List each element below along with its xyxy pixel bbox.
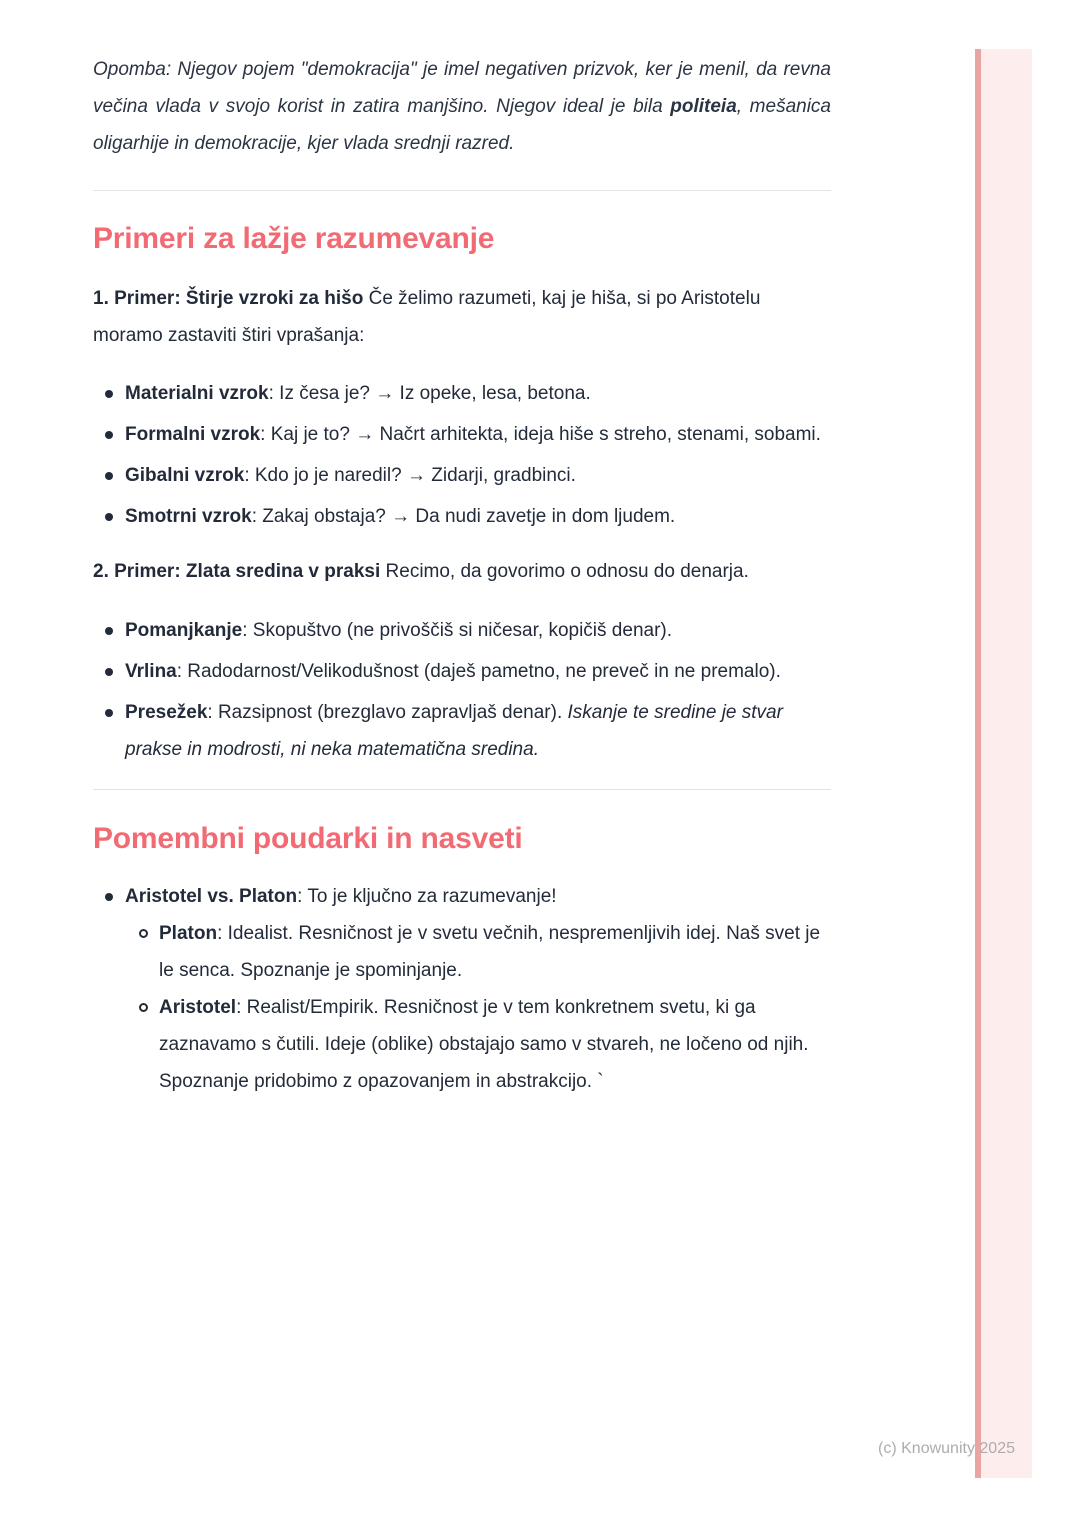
note-paragraph <box>93 51 831 162</box>
example1-lead-bold: 1. Primer: Štirje vzroki za hišo <box>93 288 364 309</box>
list-item-term: Presežek <box>125 702 208 723</box>
bullet-marker-cell <box>93 653 125 690</box>
bullet-dot-icon <box>105 709 113 717</box>
highlight-main-text <box>125 878 831 915</box>
section-divider <box>93 789 831 790</box>
bullet-dot-icon <box>105 627 113 635</box>
list-item-term: Formalni vzrok <box>125 424 261 445</box>
bullet-marker-cell <box>93 878 125 1100</box>
example1-lead-paragraph <box>93 280 831 354</box>
example2-lead-paragraph <box>93 553 831 590</box>
example2-lead-bold: 2. Primer: Zlata sredina v praksi <box>93 561 381 582</box>
page-edge-accent-bar <box>975 49 1032 1478</box>
golden-mean-list <box>93 612 831 768</box>
note-text-before: Opomba: Njegov pojem "demokracija" je imel negativen prizvok, ker je menil, da revna večina vlada v svojo korist in zatira manjšino. Njegov ideal je bila <box>93 59 831 117</box>
bullet-marker-cell <box>93 498 125 535</box>
highlights-section-heading: Pomembni poudarki in nasveti <box>93 822 523 855</box>
list-item <box>93 498 831 535</box>
sub-list-item <box>125 915 831 989</box>
note-bold-term: politeia <box>670 96 737 117</box>
list-item-text <box>125 653 831 690</box>
bullet-marker-cell <box>93 694 125 768</box>
section-divider <box>93 190 831 191</box>
list-item <box>93 694 831 768</box>
list-item-desc: : Kaj je to? → Načrt arhitekta, ideja hiše s streho, stenami, sobami. <box>260 424 821 445</box>
list-item-text <box>125 375 831 412</box>
list-item <box>93 457 831 494</box>
sub-list-item-text <box>159 989 831 1100</box>
list-item <box>93 612 831 649</box>
list-item-desc: : To je ključno za razumevanje! <box>297 886 557 907</box>
bullet-dot-icon <box>105 431 113 439</box>
bullet-dot-icon <box>105 893 113 901</box>
note-text-after: , mešanica oligarhije in demokracije, kjer vlada srednji razred. <box>93 96 831 154</box>
sub-bullet-marker-cell <box>125 989 159 1100</box>
list-item-desc: : Zakaj obstaja? → Da nudi zavetje in dom ljudem. <box>251 506 676 527</box>
list-item-term: Materialni vzrok <box>125 383 269 404</box>
example1-lead-rest: Če želimo razumeti, kaj je hiša, si po Aristotelu moramo zastaviti štiri vprašanja: <box>93 288 761 346</box>
list-item-desc: : Razsipnost (brezglavo zapravljaš denar). <box>207 702 568 723</box>
bullet-marker-cell <box>93 612 125 649</box>
list-item-text <box>125 498 831 535</box>
page-content <box>93 0 831 1100</box>
bullet-marker-cell <box>93 457 125 494</box>
list-item <box>93 416 831 453</box>
bullet-dot-icon <box>105 668 113 676</box>
list-item-text <box>125 612 831 649</box>
sub-list-item-desc: : Realist/Empirik. Resničnost je v tem konkretnem svetu, ki ga zaznavamo s čutili. Ideje (oblike) obstajajo samo v stvareh, ne ločeno od njih. Spoznanje pridobimo z opazovanjem in abstrakcijo. ` <box>159 997 809 1092</box>
bullet-dot-icon <box>105 513 113 521</box>
list-item-text <box>125 694 831 768</box>
bullet-circle-icon <box>139 1003 148 1012</box>
sub-list-item-term: Aristotel <box>159 997 237 1018</box>
highlights-list <box>93 878 831 1100</box>
comparison-sub-list <box>125 915 831 1100</box>
bullet-marker-cell <box>93 375 125 412</box>
copyright-watermark: (c) Knowunity 2025 <box>878 1440 1015 1457</box>
list-item-term: Pomanjkanje <box>125 620 243 641</box>
sub-list-item-term: Platon <box>159 923 218 944</box>
list-item-term: Gibalni vzrok <box>125 465 245 486</box>
list-item <box>93 375 831 412</box>
examples-section-heading: Primeri za lažje razumevanje <box>93 222 495 255</box>
sub-list-item <box>125 989 831 1100</box>
sub-list-item-text <box>159 915 831 989</box>
list-item <box>93 653 831 690</box>
list-item-desc: : Iz česa je? → Iz opeke, lesa, betona. <box>268 383 591 404</box>
list-item-term: Smotrni vzrok <box>125 506 252 527</box>
four-causes-list <box>93 375 831 535</box>
list-item-desc: : Skopuštvo (ne privoščiš si ničesar, kopičiš denar). <box>242 620 673 641</box>
sub-bullet-marker-cell <box>125 915 159 989</box>
list-item-desc: : Kdo jo je naredil? → Zidarji, gradbinci. <box>244 465 576 486</box>
list-item <box>93 878 831 1100</box>
list-item-desc: : Radodarnost/Velikodušnost (daješ pametno, ne preveč in ne premalo). <box>176 661 781 682</box>
bullet-marker-cell <box>93 416 125 453</box>
list-item-text <box>125 416 831 453</box>
bullet-dot-icon <box>105 472 113 480</box>
list-item-term: Aristotel vs. Platon <box>125 886 298 907</box>
list-item-italic-note: Iskanje te sredine je stvar prakse in modrosti, ni neka matematična sredina. <box>125 702 783 760</box>
list-item-text <box>125 457 831 494</box>
sub-list-item-desc: : Idealist. Resničnost je v svetu večnih, nespremenljivih idej. Naš svet je le senca. Spoznanje je spominjanje. <box>159 923 821 981</box>
example2-lead-rest: Recimo, da govorimo o odnosu do denarja. <box>380 561 749 582</box>
list-item-term: Vrlina <box>125 661 177 682</box>
list-item-text <box>125 878 831 1100</box>
bullet-dot-icon <box>105 390 113 398</box>
bullet-circle-icon <box>139 929 148 938</box>
